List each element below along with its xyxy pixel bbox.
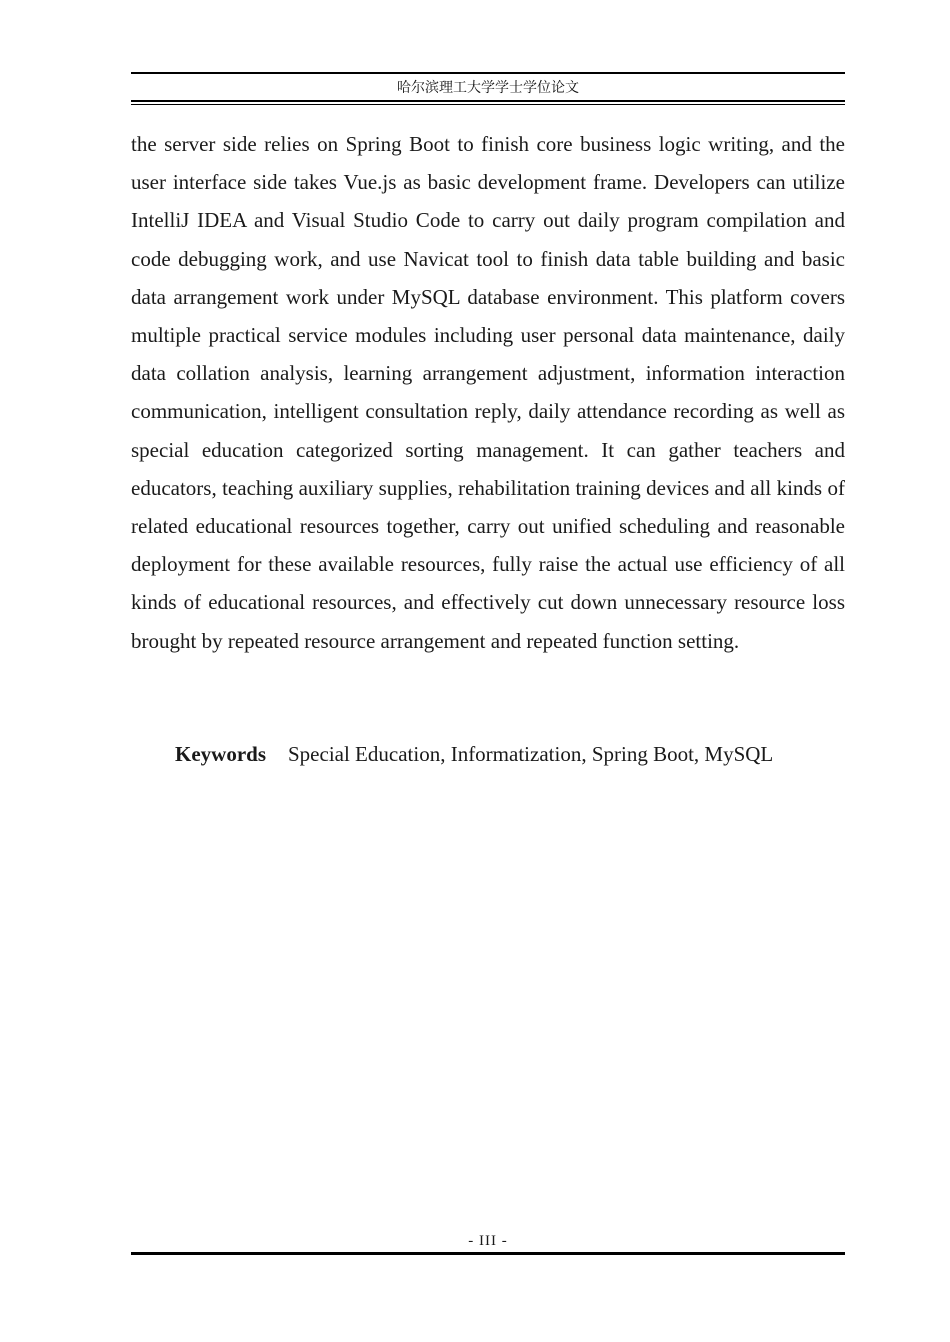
header-double-rule bbox=[131, 100, 845, 105]
footer-rule bbox=[131, 1252, 845, 1255]
body-paragraph: the server side relies on Spring Boot to finish core business logic writing, and the user interface side takes Vue.js as basic development frame. Developers can utilize IntelliJ IDEA and Visual Studio Code to carry out daily program compilation and code debugging work, and use Navicat tool to finish data table building and basic data arrangement work under MySQL database environment. This platform covers multiple practical service modules including user personal data maintenance, daily data collation analysis, learning arrangement adjustment, information interaction communication, intelligent consultation reply, daily attendance recording as well as special education categorized sorting management. It can gather teachers and educators, teaching auxiliary supplies, rehabilitation training devices and all kinds of related educational resources together, carry out unified scheduling and reasonable deployment for these available resources, fully raise the actual use efficiency of all kinds of educational resources, and effectively cut down unnecessary resource loss brought by repeated resource arrangement and repeated function setting. bbox=[131, 132, 845, 653]
page-number: - III - bbox=[468, 1233, 508, 1249]
header-top-rule bbox=[131, 72, 845, 74]
page-footer bbox=[131, 1230, 845, 1255]
keywords-line bbox=[175, 736, 845, 772]
keywords-label: Keywords bbox=[175, 742, 266, 766]
keywords-value: Special Education, Informatization, Spring Boot, MySQL bbox=[288, 742, 774, 766]
running-header-title: 哈尔滨理工大学学士学位论文 bbox=[397, 80, 579, 96]
page-header bbox=[131, 72, 845, 105]
